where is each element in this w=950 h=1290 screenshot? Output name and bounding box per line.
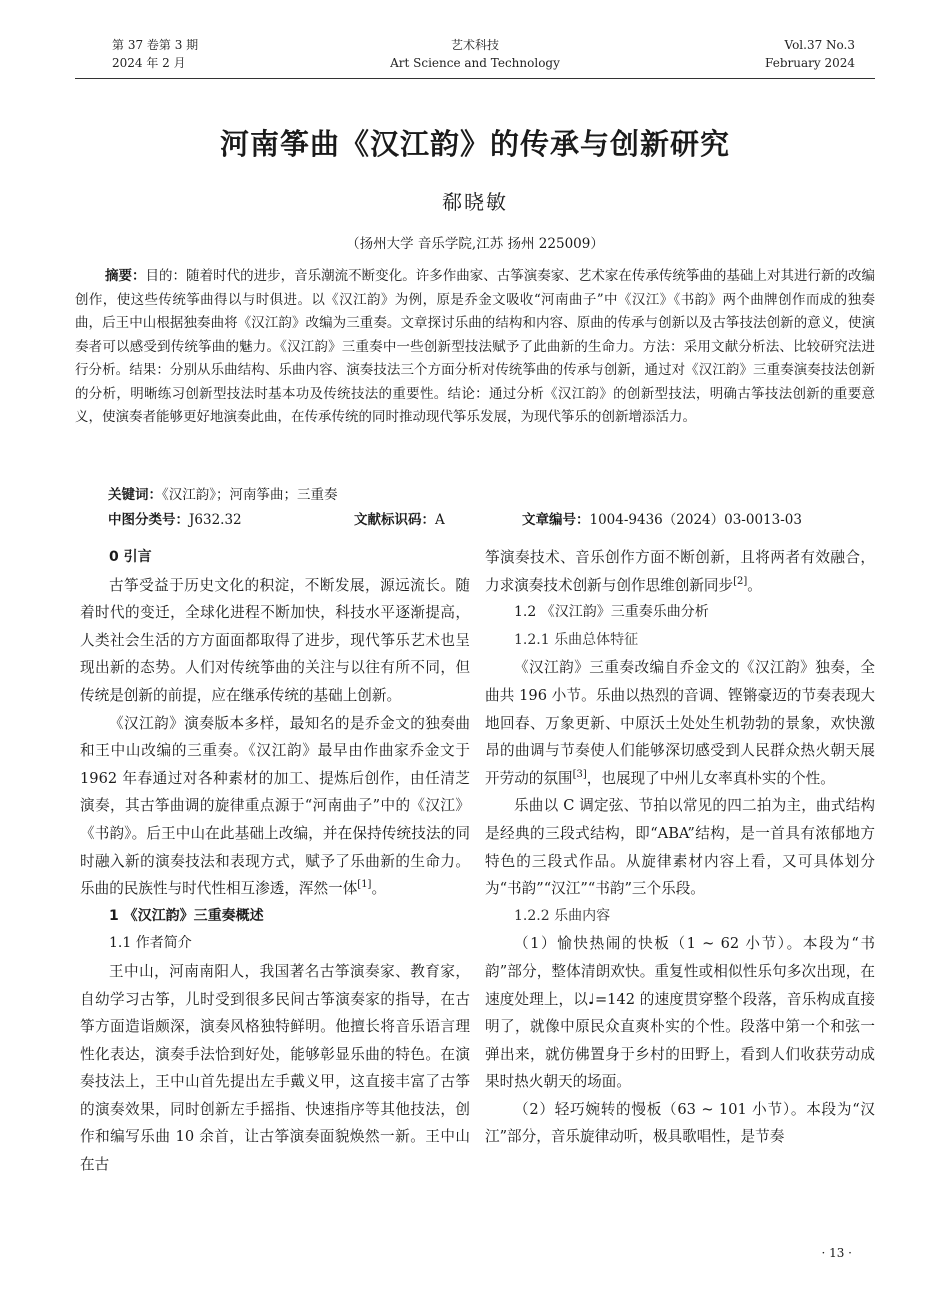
paragraph <box>485 654 875 792</box>
article-number-value: 1004-9436（2024）03-0013-03 <box>589 512 802 528</box>
document-code <box>354 509 445 531</box>
keywords <box>108 484 338 506</box>
paragraph-end: ，也展现了中州儿女率真朴实的个性。 <box>586 769 835 787</box>
author-affiliation: （扬州大学 音乐学院,江苏 扬州 225009） <box>346 236 604 252</box>
section-heading-0: 0 引言 <box>109 549 152 565</box>
doc-code-value: A <box>435 512 445 528</box>
paragraph-text: 筝演奏技术、音乐创作方面不断创新，且将两者有效融合，力求演奏技术创新与创作思维创新同步 <box>485 549 875 594</box>
journal-date-en: February 2024 <box>765 56 855 70</box>
subsubsection-heading-1-2-1: 1.2.1 乐曲总体特征 <box>514 631 639 648</box>
article-number-label: 文章编号： <box>522 512 590 528</box>
abstract-label: 摘要： <box>105 268 146 284</box>
keywords-label: 关键词： <box>108 487 162 503</box>
citation-ref: [1] <box>357 879 372 891</box>
keywords-text: 《汉江韵》；河南筝曲；三重奏 <box>162 487 338 503</box>
subsubsection-heading-1-2-2: 1.2.2 乐曲内容 <box>514 907 611 924</box>
abstract <box>75 265 875 430</box>
subsection-heading-1-1: 1.1 作者简介 <box>109 935 192 952</box>
clc-label: 中图分类号： <box>108 512 189 528</box>
paragraph <box>80 710 470 903</box>
page-number: · 13 · <box>821 1246 852 1260</box>
paragraph-text: 《汉江韵》演奏版本多样，最知名的是乔金文的独奏曲和王中山改编的三重奏。《汉江韵》最早由作曲家乔金文于 1962 年春通过对各种素材的加工、提炼后创作，由任清芝演奏，其古筝曲调的旋律重点源于“河南曲子”中的《汉江》《书韵》。后王中山在此基础上改编，并在保持传统技法的同时融入新的演奏技法和表现方式，赋予了乐曲新的生命力。乐曲的民族性与时代性相互渗透，浑然一体 <box>80 714 470 898</box>
subsection-heading-1-2: 1.2 《汉江韵》三重奏乐曲分析 <box>514 604 709 621</box>
body-column-left <box>80 544 470 1179</box>
header-rule <box>75 78 875 79</box>
running-header-right <box>765 36 855 72</box>
paragraph-end: 。 <box>747 576 762 594</box>
clc-number <box>108 509 242 531</box>
citation-ref: [3] <box>572 768 587 780</box>
journal-name-cn: 艺术科技 <box>450 38 499 52</box>
doc-code-label: 文献标识码： <box>354 512 435 528</box>
paragraph-text: 《汉江韵》三重奏改编自乔金文的《汉江韵》独奏，全曲共 196 小节。乐曲以热烈的音调、铿锵豪迈的节奏表现大地回春、万象更新、中原沃土处处生机勃勃的景象，欢快激昂的曲调与节奏使人们能够深切感受到人民群众热火朝天展开劳动的氛围 <box>485 659 875 787</box>
author-name: 郗晓敏 <box>442 190 508 214</box>
paragraph: 古筝受益于历史文化的积淀，不断发展，源远流长。随着时代的变迁，全球化进程不断加快，科技水平逐渐提高，人类社会生活的方方面面都取得了进步，现代筝乐艺术也呈现出新的态势。人们对传统筝曲的关注与以往有所不同，但传统是创新的前提，应在继承传统的基础上创新。 <box>80 576 470 704</box>
paragraph <box>485 544 875 599</box>
paragraph: 王中山，河南南阳人，我国著名古筝演奏家、教育家，自幼学习古筝，儿时受到很多民间古筝演奏家的指导，在古筝方面造诣颇深，演奏风格独特鲜明。他擅长将音乐语言理性化表达，演奏手法恰到好处，能够彰显乐曲的特色。在演奏技法上，王中山首先提出左手戴义甲，这直接丰富了古筝的演奏效果，同时创新左手摇指、快速指序等其他技法，创作和编写乐曲 10 余首，让古筝演奏面貌焕然一新。王中山在古 <box>80 962 470 1174</box>
paragraph: （1）愉快热闹的快板（1 ~ 62 小节）。本段为“书韵”部分，整体清朗欢快。重复性或相似性乐句多次出现，在速度处理上，以♩=142 的速度贯穿整个段落，音乐构成直接明了，就像中原民众直爽朴实的个性。段落中第一个和弦一弹出来，就仿佛置身于乡村的田野上，看到人们收获劳动成果时热火朝天的场面。 <box>485 935 875 1091</box>
journal-date: 2024 年 2 月 <box>112 56 186 70</box>
citation-ref: [2] <box>733 575 748 587</box>
paragraph-end: 。 <box>371 880 387 898</box>
body-column-right <box>485 544 875 1151</box>
journal-volume-en: Vol.37 No.3 <box>784 38 855 52</box>
paragraph: （2）轻巧婉转的慢板（63 ~ 101 小节）。本段为“汉江”部分，音乐旋律动听，极具歌唱性，是节奏 <box>485 1100 875 1146</box>
paper-title: 河南筝曲《汉江韵》的传承与创新研究 <box>219 127 730 161</box>
journal-volume-issue: 第 37 卷第 3 期 <box>112 38 199 52</box>
article-number <box>522 509 802 531</box>
abstract-text: 目的：随着时代的进步，音乐潮流不断变化。许多作曲家、古筝演奏家、艺术家在传承传统筝曲的基础上对其进行新的改编创作，使这些传统筝曲得以与时俱进。以《汉江韵》为例，原是乔金文吸收“河南曲子”中《汉江》《书韵》两个曲牌创作而成的独奏曲，后王中山根据独奏曲将《汉江韵》改编为三重奏。文章探讨乐曲的结构和内容、原曲的传承与创新以及古筝技法创新的意义，使演奏者可以感受到传统筝曲的魅力。《汉江韵》三重奏中一些创新型技法赋予了此曲新的生命力。方法：采用文献分析法、比较研究法进行分析。结果：分别从乐曲结构、乐曲内容、演奏技法三个方面分析对传统筝曲的传承与创新，通过对《汉江韵》三重奏演奏技法创新的分析，明晰练习创新型技法时基本功及传统技法的重要性。结论：通过分析《汉江韵》的创新型技法，明确古筝技法创新的重要意义，使演奏者能够更好地演奏此曲，在传承传统的同时推动现代筝乐发展，为现代筝乐的创新增添活力。 <box>75 268 876 425</box>
paragraph: 乐曲以 C 调定弦、节拍以常见的四二拍为主，曲式结构是经典的三段式结构，即“ABA”结构，是一首具有浓郁地方特色的三段式作品。从旋律素材内容上看，又可具体划分为“书韵”“汉江”“书韵”三个乐段。 <box>485 797 875 898</box>
journal-name-en: Art Science and Technology <box>390 56 560 70</box>
clc-value: J632.32 <box>189 512 242 528</box>
section-heading-1: 1 《汉江韵》三重奏概述 <box>109 907 264 924</box>
